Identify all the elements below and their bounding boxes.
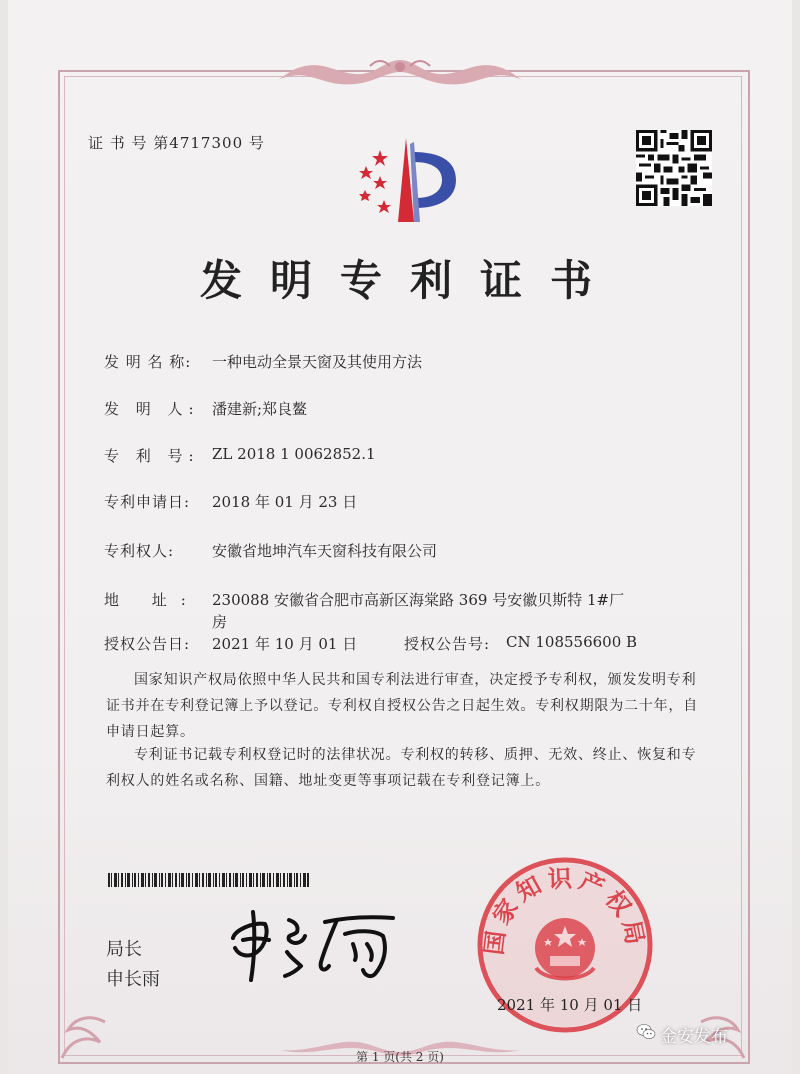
legal-paragraph-2: 专利证书记载专利权登记时的法律状况。专利权的转移、质押、无效、终止、恢复和专利权人的姓名或名称、国籍、地址变更等事项记载在专利登记簿上。 xyxy=(106,747,697,789)
signer-title: 局长 xyxy=(106,939,142,960)
barcode-icon xyxy=(108,873,310,887)
filing-date-label: 专利申请日: xyxy=(104,493,191,511)
certificate-title: 发明专利证书 xyxy=(199,256,620,305)
address-label: 地 址: xyxy=(104,591,200,609)
grant-number: CN 108556600 B xyxy=(506,633,638,651)
filing-date: 2018 年 01 月 23 日 xyxy=(212,493,358,511)
patentee-label: 专利权人: xyxy=(104,542,175,560)
grant-number-label: 授权公告号: xyxy=(404,635,491,653)
invention-name: 一种电动全景天窗及其使用方法 xyxy=(212,353,423,371)
signer-name: 申长雨 xyxy=(106,969,160,990)
patent-office-logo-icon xyxy=(340,130,470,230)
patent-number-label: 专 利 号: xyxy=(104,447,200,465)
inventor-label: 发 明 人: xyxy=(104,400,200,418)
certificate-number: 证 书 号 第4717300 号 xyxy=(88,134,265,152)
seal-date: 2021 年 10 月 01 日 xyxy=(497,996,643,1014)
page-footer: 第 1 页(共 2 页) xyxy=(356,1050,444,1064)
grant-date: 2021 年 10 月 01 日 xyxy=(212,635,358,653)
inventor: 潘建新;郑良鳌 xyxy=(212,400,308,418)
address-line-1: 230088 安徽省合肥市高新区海棠路 369 号安徽贝斯特 1#厂 xyxy=(212,591,625,609)
grant-date-label: 授权公告日: xyxy=(104,635,191,653)
watermark-text: 金安发布 xyxy=(660,1027,728,1047)
address-line-2: 房 xyxy=(212,613,228,631)
wechat-icon xyxy=(636,1022,656,1042)
patent-number: ZL 2018 1 0062852.1 xyxy=(212,445,376,463)
invention-name-label: 发 明 名 称: xyxy=(104,353,192,371)
patentee: 安徽省地坤汽车天窗科技有限公司 xyxy=(212,542,438,560)
seal-text: 国家知识产权局 xyxy=(479,864,651,957)
handwritten-signature-icon xyxy=(225,900,400,990)
qr-code-icon[interactable] xyxy=(636,130,712,206)
legal-paragraph-1: 国家知识产权局依照中华人民共和国专利法进行审查，决定授予专利权，颁发发明专利证书并在专利登记簿上予以登记。专利权自授权公告之日起生效。专利权期限为二十年，自申请日起算。 xyxy=(106,672,698,740)
top-ornament-icon xyxy=(275,56,525,92)
